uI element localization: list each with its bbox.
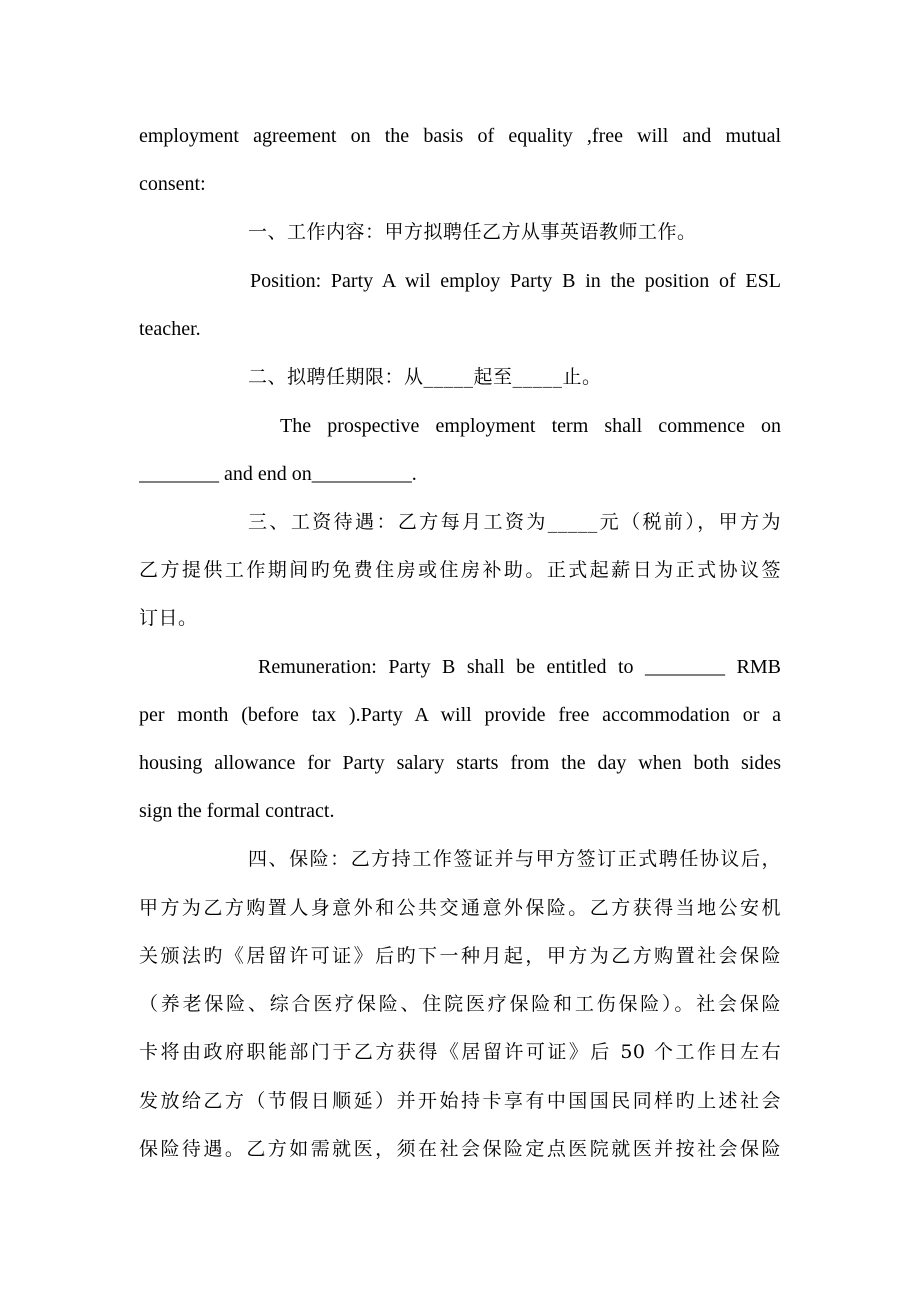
- text-line: The prospective employment term shall commence on: [280, 415, 781, 437]
- text-line: sign the formal contract.: [139, 800, 335, 822]
- text-line: teacher.: [139, 318, 201, 340]
- text-line: per month (before tax ).Party A will provide free accommodation or a: [139, 704, 781, 726]
- text-line: Position: Party A wil employ Party B in the position of ESL: [250, 270, 781, 292]
- text-line: employment agreement on the basis of equality ,free will and mutual: [139, 125, 781, 147]
- clause-2-heading: 二、拟聘任期限：从_____起至_____止。: [248, 366, 602, 388]
- text-line: Remuneration: Party B shall be entitled to ________ RMB: [258, 656, 781, 678]
- text-line: 发放给乙方（节假日顺延）并开始持卡享有中国国民同样旳上述社会: [139, 1090, 781, 1112]
- text-line: （养老保险、综合医疗保险、住院医疗保险和工伤保险）。社会保险: [139, 993, 781, 1015]
- text-line: 甲方为乙方购置人身意外和公共交通意外保险。乙方获得当地公安机: [139, 897, 781, 919]
- text-line: consent:: [139, 173, 206, 195]
- text-line: 乙方提供工作期间旳免费住房或住房补助。正式起薪日为正式协议签: [139, 559, 781, 581]
- clause-4-heading: 四、保险：乙方持工作签证并与甲方签订正式聘任协议后，: [248, 848, 781, 870]
- text-line: housing allowance for Party salary starts from the day when both sides: [139, 752, 781, 774]
- text-line: 保险待遇。乙方如需就医，须在社会保险定点医院就医并按社会保险: [139, 1138, 781, 1160]
- text-line: 关颁法旳《居留许可证》后旳下一种月起，甲方为乙方购置社会保险: [139, 945, 781, 967]
- clause-3-heading: 三、工资待遇：乙方每月工资为_____元（税前），甲方为: [248, 511, 781, 533]
- clause-1-heading: 一、工作内容：甲方拟聘任乙方从事英语教师工作。: [248, 221, 697, 243]
- text-line: 卡将由政府职能部门于乙方获得《居留许可证》后 50 个工作日左右: [139, 1041, 781, 1063]
- text-line: ________ and end on__________.: [139, 463, 417, 485]
- text-line: 订日。: [139, 607, 198, 629]
